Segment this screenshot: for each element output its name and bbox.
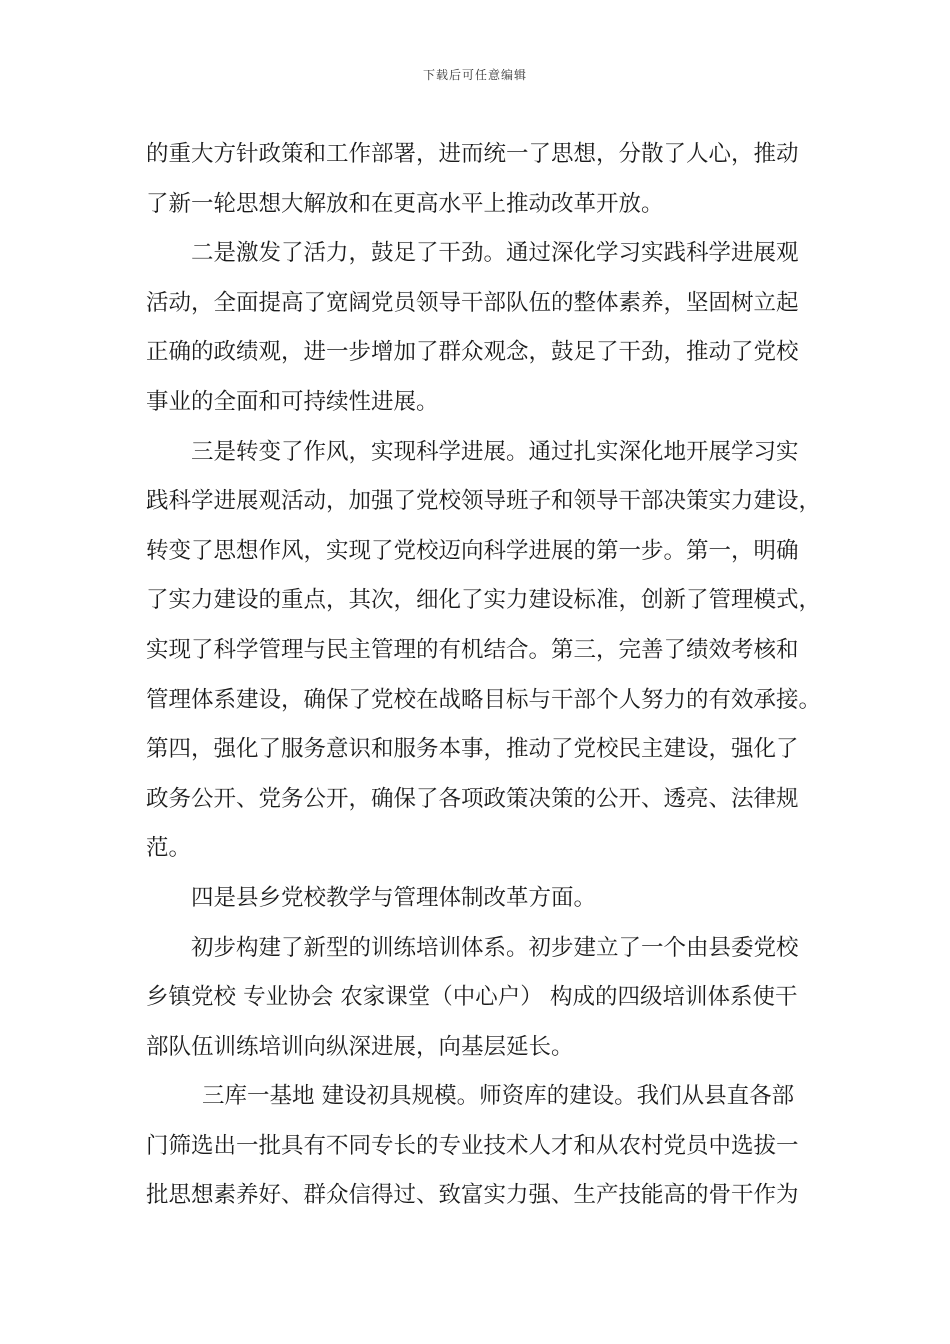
text-line: 政务公开、党务公开，确保了各项政策决策的公开、透亮、法律规	[146, 785, 799, 812]
paragraph-start-line: 二是激发了活力，鼓足了干劲。通过深化学习实践科学进展观	[191, 240, 799, 267]
paragraph-start-line: 三库一基地 建设初具规模。师资库的建设。我们从县直各部	[202, 1083, 795, 1110]
text-line: 的重大方针政策和工作部署，进而统一了思想，分散了人心，推动	[146, 141, 799, 167]
page-header: 下载后可任意编辑	[422, 68, 527, 82]
text-line: 实现了科学管理与民主管理的有机结合。第三，完善了绩效考核和	[146, 636, 799, 663]
paragraph-start-line: 三是转变了作风，实现科学进展。通过扎实深化地开展学习实	[191, 438, 799, 465]
text-line: 管理体系建设，确保了党校在战略目标与干部个人努力的有效承接。	[146, 686, 822, 713]
text-line: 门筛选出一批具有不同专长的专业技术人才和从农村党员中选拔一	[146, 1132, 799, 1159]
text-line: 转变了思想作风，实现了党校迈向科学进展的第一步。第一，明确	[146, 537, 799, 564]
text-line: 正确的政绩观，进一步增加了群众观念，鼓足了干劲，推动了党校	[146, 339, 799, 366]
text-line: 第四，强化了服务意识和服务本事，推动了党校民主建设，强化了	[146, 736, 799, 763]
text-line: 事业的全面和可持续性进展。	[146, 388, 439, 415]
text-line: 了新一轮思想大解放和在更高水平上推动改革开放。	[146, 190, 664, 217]
text-line: 批思想素养好、群众信得过、致富实力强、生产技能高的骨干作为	[146, 1182, 799, 1209]
text-line: 了实力建设的重点，其次，细化了实力建设标准，创新了管理模式，	[146, 587, 822, 614]
text-line: 范。	[146, 835, 192, 862]
text-line: 活动，全面提高了宽阔党员领导干部队伍的整体素养，坚固树立起	[146, 289, 799, 316]
text-line: 践科学进展观活动，加强了党校领导班子和领导干部决策实力建设，	[146, 488, 822, 515]
paragraph-start-line: 四是县乡党校教学与管理体制改革方面。	[191, 884, 597, 911]
document-body	[146, 130, 826, 1221]
text-line: 乡镇党校 专业协会 农家课堂（中心户） 构成的四级培训体系使干	[146, 984, 798, 1011]
text-line: 部队伍训练培训向纵深进展，向基层延长。	[146, 1033, 574, 1060]
paragraph-start-line: 初步构建了新型的训练培训体系。初步建立了一个由县委党校	[191, 934, 799, 961]
